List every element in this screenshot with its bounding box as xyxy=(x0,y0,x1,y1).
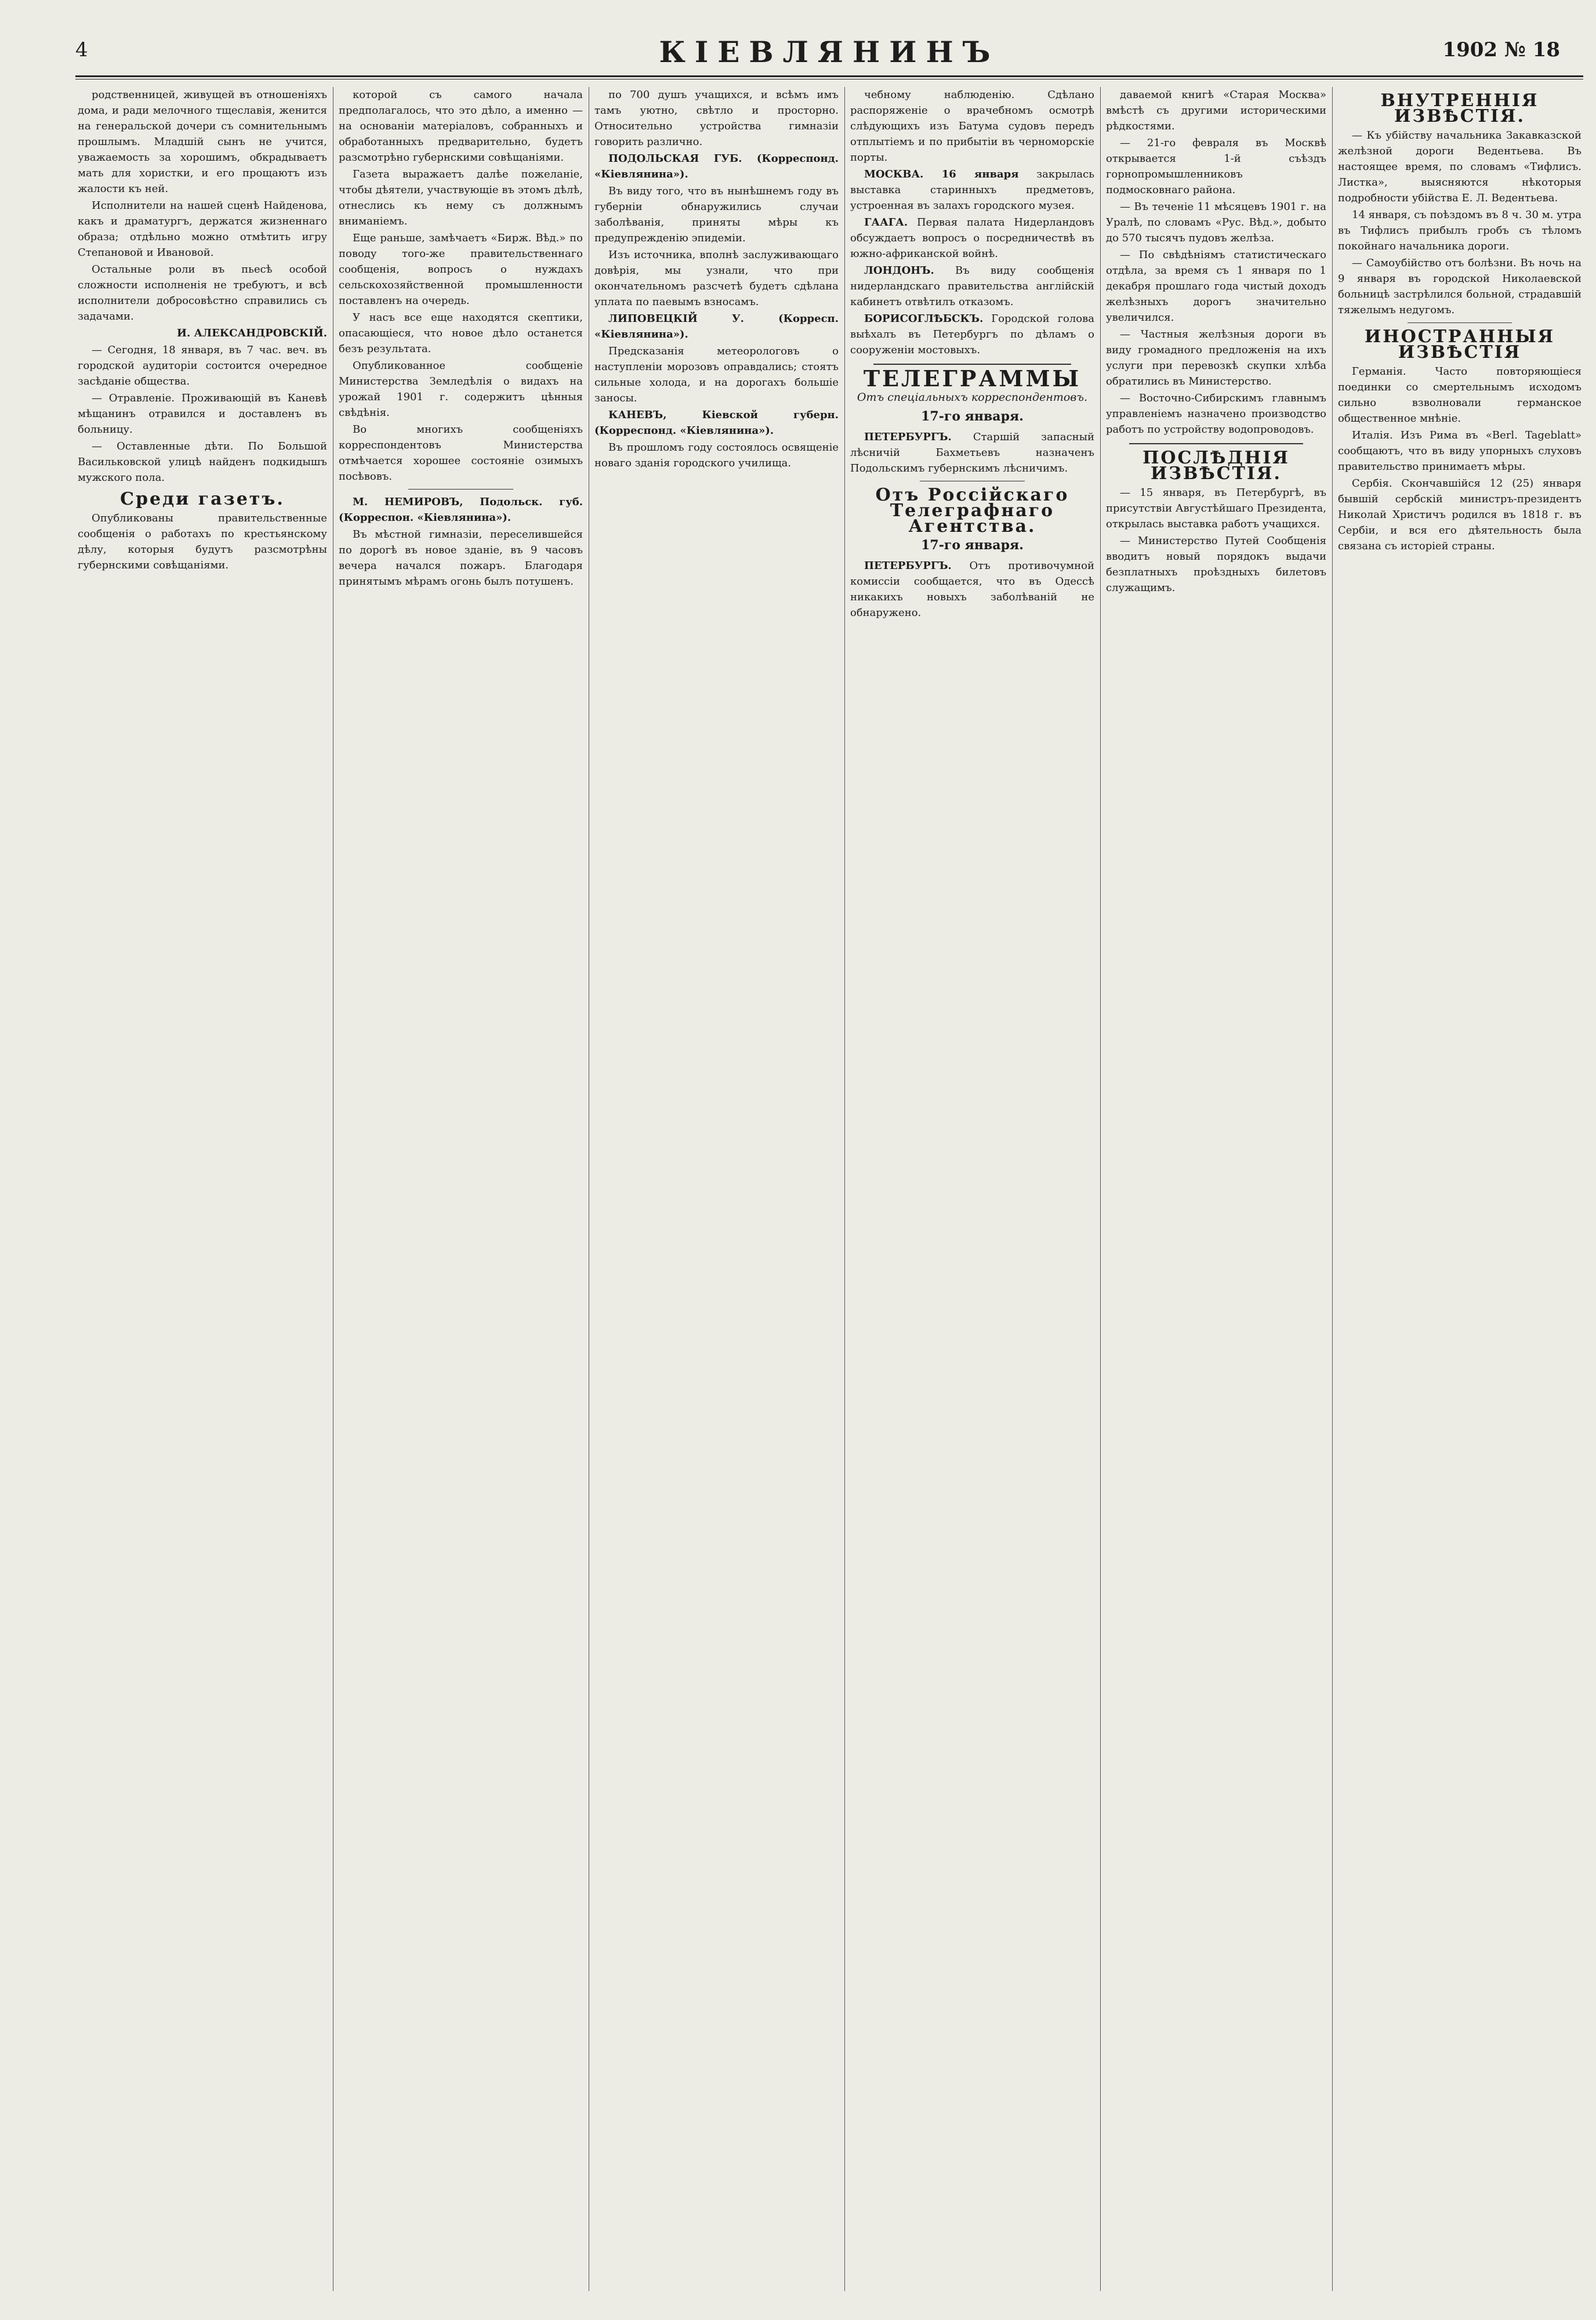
news-item: — Оставленные дѣти. По Большой Васильковской улицѣ найденъ подкидышъ мужского пола. xyxy=(78,440,327,484)
page-number: 4 xyxy=(75,38,88,61)
dateline: ПЕТЕРБУРГЪ. xyxy=(864,431,952,443)
article-paragraph: Въ прошломъ году состоялось освященіе новаго зданія городского училища. xyxy=(594,441,839,469)
article-paragraph: которой съ самого начала предполагалось, что это дѣло, а именно — на основаніи матеріаловъ, собранныхъ и обработанныхъ предварительно, будетъ разсмотрѣно губернскими совѣщаніями. xyxy=(339,89,583,164)
article-paragraph: Исполнители на нашей сценѣ Найденова, какъ и драматургъ, держатся жизненнаго образа; отдѣльно можно отмѣтить игру Степановой и Ивановой. xyxy=(78,200,327,259)
telegram-date: 17-го января. xyxy=(921,538,1024,553)
column-1 xyxy=(78,87,327,2291)
dateline: ЛОНДОНЪ. xyxy=(864,264,934,277)
article-paragraph: — Восточно-Сибирскимъ главнымъ управленіемъ назначено производство работъ по устройству водопроводовъ. xyxy=(1106,392,1326,436)
divider xyxy=(408,489,513,490)
article-paragraph: Германія. Часто повторяющіеся поединки со смертельнымъ исходомъ сильно взволновали германское общественное мнѣніе. xyxy=(1338,365,1582,425)
article-paragraph: Еще раньше, замѣчаетъ «Бирж. Вѣд.» по поводу того-же правительственнаго сообщенія, вопросъ о нуждахъ сельскохозяйственной промышленности поставленъ на очередь. xyxy=(339,232,583,307)
column-divider xyxy=(1100,87,1101,2291)
dateline: КАНЕВЪ, Кіевской губерн. (Корреспонд. «Кіевлянина»). xyxy=(594,409,839,437)
article-signature: И. АЛЕКСАНДРОВСКІЙ. xyxy=(176,327,327,339)
dateline: ПОДОЛЬСКАЯ ГУБ. (Корреспонд. «Кіевлянина»). xyxy=(594,153,839,180)
article-paragraph: даваемой книгѣ «Старая Москва» вмѣстѣ съ другими историческими рѣдкостями. xyxy=(1106,89,1326,132)
column-3 xyxy=(594,87,839,2291)
divider xyxy=(1129,443,1303,444)
article-paragraph: — Самоубійство отъ болѣзни. Въ ночь на 9 января въ городской Николаевской больницѣ застрѣлился больной, страдавшій тяжелымъ недугомъ. xyxy=(1338,257,1582,316)
section-heading: Среди газетъ. xyxy=(120,489,285,509)
article-paragraph: Въ мѣстной гимназіи, переселившейся по дорогѣ въ новое зданіе, въ 9 часовъ вечера начался пожаръ. Благодаря принятымъ мѣрамъ огонь былъ потушенъ. xyxy=(339,528,583,588)
masthead xyxy=(75,35,1583,70)
telegrams-heading: ТЕЛЕГРАММЫ xyxy=(863,365,1082,392)
divider xyxy=(1408,322,1512,323)
news-item: — Сегодня, 18 января, въ 7 час. веч. въ городской аудиторіи состоится очередное засѣданіе общества. xyxy=(78,344,327,387)
divider xyxy=(873,364,1071,365)
article-paragraph: по 700 душъ учащихся, и всѣмъ имъ тамъ уютно, свѣтло и просторно. Относительно устройства гимназіи говорить различно. xyxy=(594,89,839,148)
article-paragraph: — 21-го февраля въ Москвѣ открывается 1-й съѣздъ горнопромышленниковъ подмосковнаго района. xyxy=(1106,137,1326,196)
dateline: МОСКВА. 16 января xyxy=(864,168,1019,180)
column-6 xyxy=(1338,87,1582,2291)
column-divider xyxy=(1332,87,1333,2291)
newspaper-title: КІЕВЛЯНИНЪ xyxy=(659,35,1000,69)
article-text: Отъ противочумной комиссіи сообщается, что въ Одессѣ никакихъ новыхъ заболѣваній не обнаружено. xyxy=(850,560,1094,619)
column-2 xyxy=(339,87,583,2291)
article-paragraph: Изъ источника, вполнѣ заслуживающаго довѣрія, мы узнали, что при окончательномъ разсчетѣ будетъ сдѣлана уплата по паевымъ взносамъ. xyxy=(594,249,839,308)
article-paragraph: — Министерство Путей Сообщенія вводитъ новый порядокъ выдачи безплатныхъ проѣздныхъ билетовъ служащимъ. xyxy=(1106,535,1326,594)
article-paragraph: чебному наблюденію. Сдѣлано распоряженіе о врачебномъ осмотрѣ слѣдующихъ изъ Батума судовъ передъ отплытіемъ и по прибытіи въ черноморскіе порты. xyxy=(850,89,1094,164)
telegrams-subheading: Отъ спеціальныхъ корреспондентовъ. xyxy=(857,391,1088,404)
article-paragraph: — Въ теченіе 11 мѣсяцевъ 1901 г. на Уралѣ, по словамъ «Рус. Вѣд.», добыто до 570 тысячъ пудовъ желѣза. xyxy=(1106,201,1326,244)
article-paragraph: Опубликованное сообщеніе Министерства Земледѣлія о видахъ на урожай 1901 г. содержитъ цѣнныя свѣдѣнія. xyxy=(339,360,583,419)
issue-number: 1902 № 18 xyxy=(1442,38,1560,61)
article-paragraph: — Къ убійству начальника Закавказской желѣзной дороги Ведентьева. Въ настоящее время, по словамъ «Тифлисъ. Листка», выясняются нѣкоторыя подробности убійства Е. Л. Ведентьева. xyxy=(1338,129,1582,204)
agency-heading: Отъ Россійскаго Телеграфнаго Агентства. xyxy=(875,485,1069,536)
article-text: Первая палата Нидерландовъ обсуждаетъ вопросъ о посредничествѣ въ южно-африканской войнѣ. xyxy=(850,216,1094,260)
article-paragraph: Остальные роли въ пьесѣ особой сложности исполненія не требуютъ, и всѣ исполнители добросовѣстно справились съ задачами. xyxy=(78,263,327,322)
article-paragraph: — По свѣдѣніямъ статистическаго отдѣла, за время съ 1 января по 1 декабря прошлаго года чистый доходъ желѣзныхъ дорогъ значительно увеличился. xyxy=(1106,249,1326,324)
column-5 xyxy=(1106,87,1326,2291)
telegram-date: 17-го января. xyxy=(921,409,1024,424)
article-text: Старшій запасный лѣсничій Бахметьевъ назначенъ Подольскимъ губернскимъ лѣсничимъ. xyxy=(850,431,1094,474)
article-paragraph: Въ виду того, что въ нынѣшнемъ году въ губерніи обнаружились случаи заболѣванія, приняты мѣры къ предупрежденію эпидеміи. xyxy=(594,185,839,244)
dateline: БОРИСОГЛѢБСКЪ. xyxy=(864,313,984,325)
article-paragraph: — Частныя желѣзныя дороги въ виду громадного предложенія на ихъ услуги при перевозкѣ скупки хлѣба обратились въ Министерство. xyxy=(1106,328,1326,387)
section-heading: ИНОСТРАННЫЯ ИЗВѢСТІЯ xyxy=(1364,327,1555,362)
article-text: Въ виду сообщенія нидерландскаго правительства англійскій кабинетъ отвѣтилъ отказомъ. xyxy=(850,264,1094,308)
column-divider xyxy=(844,87,845,2291)
article-paragraph: Сербія. Скончавшійся 12 (25) января бывшій сербскій министръ-президентъ Николай Христичъ родился въ 1818 г. въ Сербіи, и вся его дѣятельность была связана съ исторіей страны. xyxy=(1338,477,1582,552)
article-text: закрылась выставка старинныхъ предметовъ, устроенная въ залахъ городского музея. xyxy=(850,168,1094,212)
article-paragraph: Предсказанія метеорологовъ о наступленіи морозовъ оправдались; стоятъ сильные холода, и на дорогахъ большіе заносы. xyxy=(594,345,839,404)
article-paragraph: Газета выражаетъ далѣе пожеланіе, чтобы дѣятели, участвующіе въ этомъ дѣлѣ, отнеслись къ нему съ должнымъ вниманіемъ. xyxy=(339,168,583,227)
masthead-rule xyxy=(75,75,1583,77)
article-paragraph: Италія. Изъ Рима въ «Berl. Tageblatt» сообщаютъ, что въ виду упорныхъ слуховъ правительство принимаетъ мѣры. xyxy=(1338,429,1582,473)
article-text: Городской голова выѣхалъ въ Петербургъ по дѣламъ о сооруженіи мостовыхъ. xyxy=(850,313,1094,356)
article-paragraph: родственницей, живущей въ отношеніяхъ дома, и ради мелочного тщеславія, женится на генеральской дочери съ сомнительнымъ прошлымъ. Младшій сынъ не учится, уважаемость за хорошимъ, обкрадываетъ мать для хористки, и его прощаютъ изъ жалости къ ней. xyxy=(78,89,327,195)
article-paragraph: — 15 января, въ Петербургѣ, въ присутствіи Августѣйшаго Президента, открылась выставка работъ учащихся. xyxy=(1106,487,1326,530)
dateline: ЛИПОВЕЦКІЙ У. (Корресп. «Кіевлянина»). xyxy=(594,313,839,340)
article-paragraph: Во многихъ сообщеніяхъ корреспондентовъ Министерства отмѣчается хорошее состояніе озимыхъ посѣвовъ. xyxy=(339,423,583,483)
dateline: ГААГА. xyxy=(864,216,908,229)
section-heading: ВНУТРЕННІЯ ИЗВѢСТІЯ. xyxy=(1380,90,1539,126)
article-paragraph: У насъ все еще находятся скептики, опасающіеся, что новое дѣло останется безъ результата. xyxy=(339,311,583,355)
news-item: — Отравленіе. Проживающій въ Каневѣ мѣщанинъ отравился и доставленъ въ больницу. xyxy=(78,392,327,436)
dateline: ПЕТЕРБУРГЪ. xyxy=(864,560,952,572)
section-heading: ПОСЛѢДНІЯ ИЗВѢСТІЯ. xyxy=(1142,448,1290,484)
column-4 xyxy=(850,87,1094,2291)
dateline: М. НЕМИРОВЪ, Подольск. губ. (Корреспон. «Кіевлянина»). xyxy=(339,496,583,524)
article-paragraph: 14 января, съ поѣздомъ въ 8 ч. 30 м. утра въ Тифлисъ прибылъ гробъ съ тѣломъ покойнаго начальника дороги. xyxy=(1338,209,1582,252)
article-paragraph: Опубликованы правительственные сообщенія о работахъ по крестьянскому дѣлу, которыя будутъ разсмотрѣны губернскими совѣщаніями. xyxy=(78,512,327,571)
